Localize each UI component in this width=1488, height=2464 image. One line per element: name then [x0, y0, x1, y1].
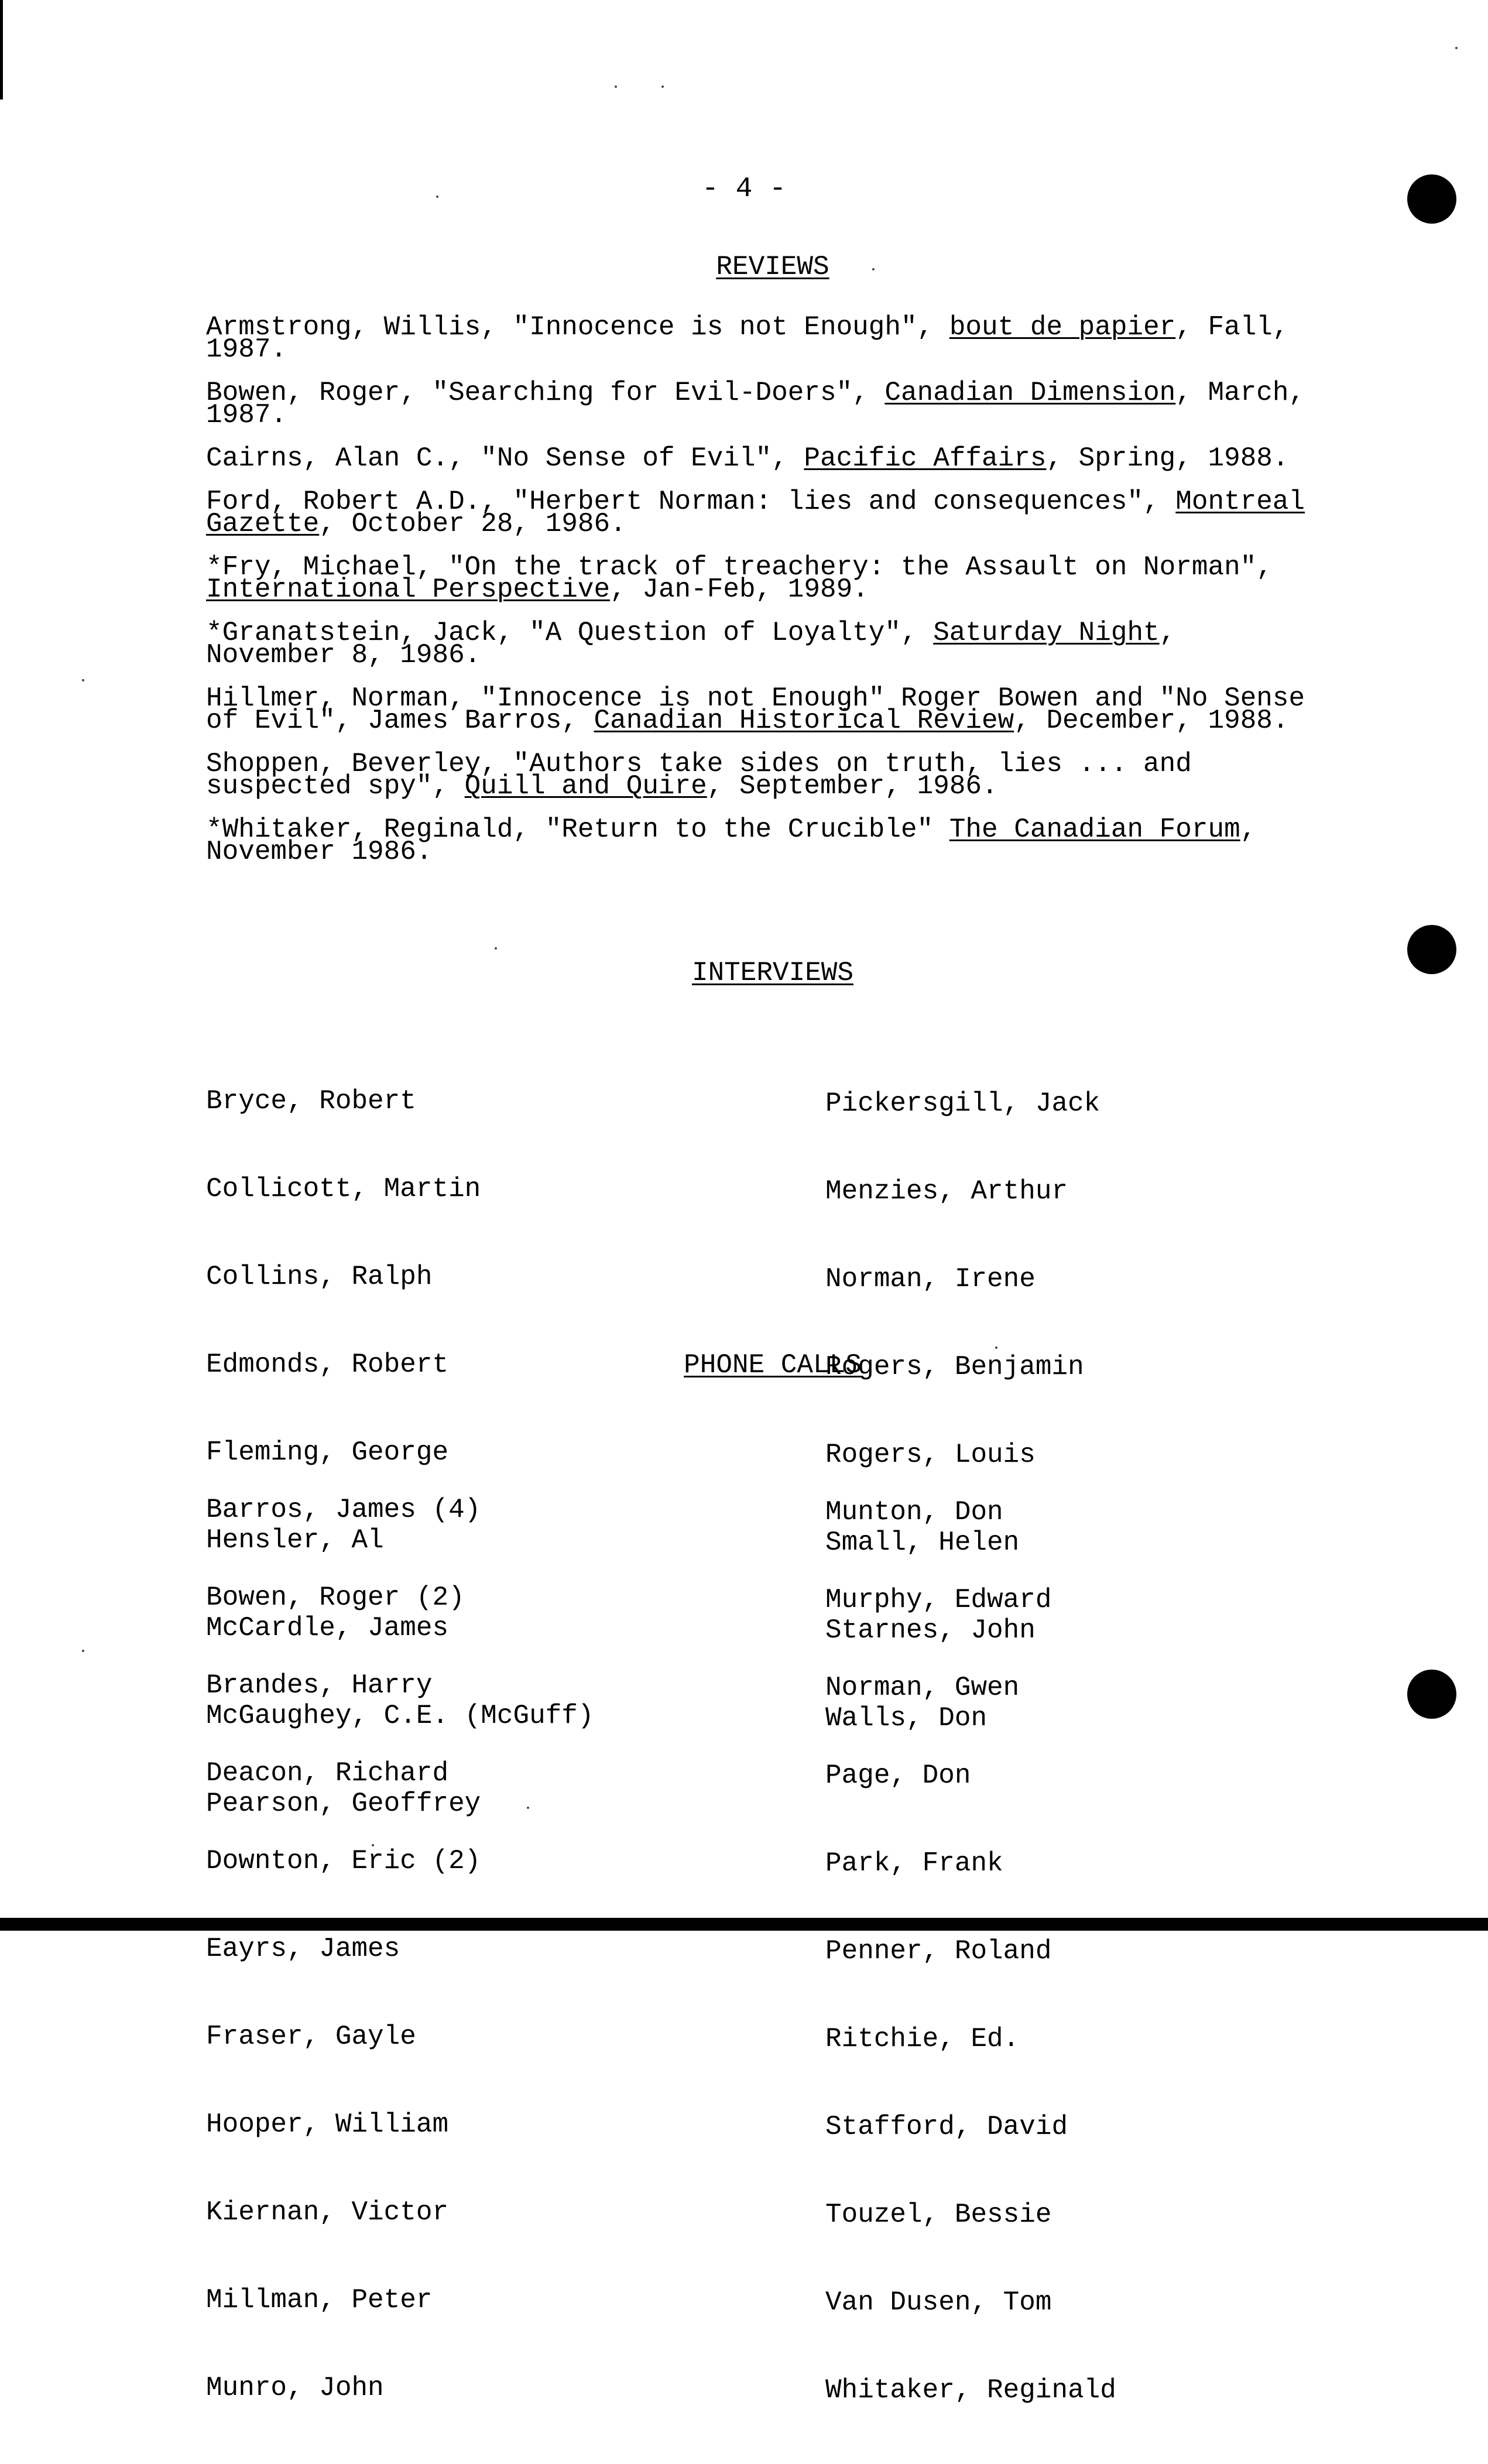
list-item: Munton, Don — [825, 1497, 1003, 1527]
list-item: Murphy, Edward — [825, 1585, 1052, 1615]
list-item: Walls, Don — [825, 1703, 988, 1733]
list-item: Fleming, George — [206, 1437, 449, 1468]
reviews-heading: REVIEWS — [716, 252, 829, 282]
list-item: Rogers, Benjamin — [825, 1352, 1084, 1382]
review-source: Canadian Dimension — [884, 378, 1176, 408]
review-entry: Bowen, Roger, "Searching for Evil-Doers", Canadian Dimension, March, 1987. — [206, 378, 1305, 430]
list-item: Ritchie, Ed. — [825, 2024, 1020, 2054]
list-item: Collins, Ralph — [206, 1262, 433, 1292]
list-item: Menzies, Arthur — [825, 1176, 1068, 1207]
scan-speck — [615, 85, 617, 88]
list-item: Bowen, Roger (2) — [206, 1582, 465, 1613]
list-item: Downton, Eric (2) — [206, 1846, 481, 1876]
list-item: Munro, John — [206, 2373, 384, 2403]
phone-calls-heading: PHONE CALLS — [684, 1350, 862, 1380]
review-source: Pacific Affairs — [804, 443, 1047, 474]
list-item: Norman, Irene — [825, 1264, 1036, 1294]
list-item: Park, Frank — [825, 1848, 1003, 1879]
list-item: Van Dusen, Tom — [825, 2287, 1052, 2318]
list-item: Rogers, Louis — [825, 1440, 1036, 1470]
page-number: - 4 - — [701, 173, 787, 205]
list-item: Deacon, Richard — [206, 1758, 449, 1788]
review-source: International Perspective — [206, 574, 611, 605]
scan-speck — [82, 1650, 84, 1652]
review-source: Saturday Night — [933, 618, 1160, 648]
list-item: Edmonds, Robert — [206, 1349, 449, 1380]
review-source: Quill and Quire — [464, 771, 707, 801]
list-item: McGaughey, C.E. (McGuff) — [206, 1701, 594, 1731]
list-item: McCardle, James — [206, 1613, 449, 1643]
list-item: Millman, Peter — [206, 2285, 433, 2315]
list-item: Touzel, Bessie — [825, 2199, 1052, 2230]
review-entry: Cairns, Alan C., "No Sense of Evil", Pacific Affairs, Spring, 1988. — [206, 443, 1289, 474]
list-item: Small, Helen — [825, 1527, 1020, 1558]
review-entry: Armstrong, Willis, "Innocence is not Enough", bout de papier, Fall, 1987. — [206, 312, 1289, 365]
interviews-heading: INTERVIEWS — [691, 958, 854, 988]
list-item: Penner, Roland — [825, 1936, 1052, 1966]
review-source: Montreal Gazette — [206, 486, 1305, 539]
list-item: Brandes, Harry — [206, 1670, 433, 1701]
list-item: Hooper, William — [206, 2109, 449, 2140]
phone-calls-right-column — [825, 1439, 1116, 2463]
review-entry: Shoppen, Beverley, "Authors take sides on truth, lies ... and suspected spy", Quill and Quire, September, 1986. — [206, 749, 1192, 801]
phone-calls-left-column — [206, 1437, 481, 2461]
list-item: Norman, Gwen — [825, 1673, 1020, 1703]
list-item: Pearson, Geoffrey — [206, 1788, 481, 1819]
review-entry: *Whitaker, Reginald, "Return to the Crucible" The Canadian Forum, November 1986. — [206, 814, 1257, 867]
list-item: Page, Don — [825, 1760, 971, 1791]
list-item: Collicott, Martin — [206, 1174, 481, 1204]
scan-speck — [495, 947, 497, 950]
review-entry: *Fry, Michael, "On the track of treachery: the Assault on Norman", International Perspective, Jan-Feb, 1989. — [206, 552, 1273, 605]
review-entry: Ford, Robert A.D., "Herbert Norman: lies and consequences", Montreal Gazette, October 28, 1986. — [206, 486, 1305, 539]
list-item: Hensler, Al — [206, 1525, 384, 1555]
list-item: Bryce, Robert — [206, 1086, 416, 1116]
reviews-list — [206, 312, 1318, 884]
review-source: The Canadian Forum — [949, 814, 1240, 845]
review-source: Canadian Historical Review — [594, 705, 1014, 736]
list-item: Whitaker, Reginald — [825, 2375, 1116, 2405]
punch-hole-bottom — [1407, 1670, 1456, 1719]
list-item: Kiernan, Victor — [206, 2197, 449, 2227]
list-item: Barros, James (4) — [206, 1495, 481, 1525]
list-item: Fraser, Gayle — [206, 2021, 416, 2052]
list-item: Starnes, John — [825, 1615, 1036, 1646]
review-source: bout de papier — [949, 312, 1176, 342]
review-entry: *Granatstein, Jack, "A Question of Loyalty", Saturday Night, November 8, 1986. — [206, 618, 1176, 670]
list-item: Stafford, David — [825, 2112, 1068, 2142]
scan-edge-line — [0, 0, 3, 100]
review-entry: Hillmer, Norman, "Innocence is not Enough" Roger Bowen and "No Sense of Evil", James Barros, Canadian Historical Review, December, 1988. — [206, 683, 1305, 736]
scan-speck — [1455, 47, 1458, 49]
list-item: Pickersgill, Jack — [825, 1088, 1100, 1119]
list-item: Eayrs, James — [206, 1934, 400, 1964]
scan-speck — [661, 85, 664, 88]
scan-speck — [82, 679, 84, 681]
